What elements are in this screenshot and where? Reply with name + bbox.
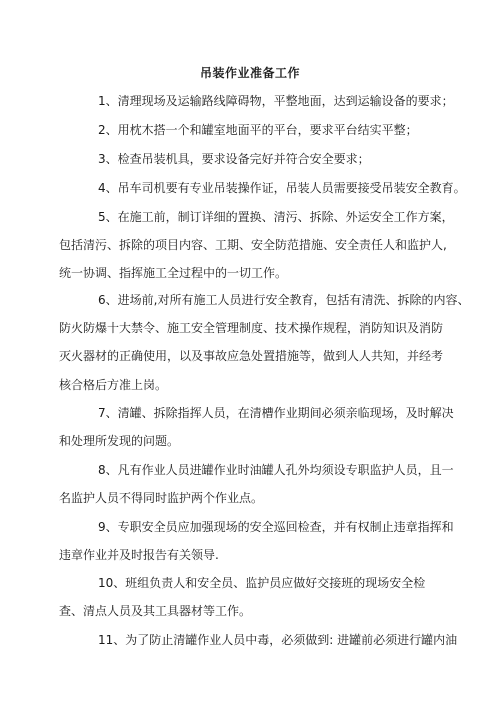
paragraph-line: 7、清罐、拆除指挥人员，在清槽作业期间必须亲临现场，及时解决 [98,406,454,420]
paragraph-line: 和处理所发现的问题。 [59,434,180,448]
paragraph-line: 5、在施工前，制订详细的置换、清污、拆除、外运安全工作方案， [98,210,454,224]
paragraph-line: 10、班组负责人和安全员、监护员应做好交接班的现场安全检 [98,576,426,590]
paragraph-line: 3、检查吊装机具，要求设备完好并符合安全要求； [98,152,370,166]
paragraph-line: 包括清污、拆除的项目内容、工期、安全防范措施、安全责任人和监护人, [59,238,447,252]
paragraph-line: 防火防爆十大禁令、施工安全管理制度、技术操作规程，消防知识及消防 [59,321,444,335]
paragraph-line: 6、进场前,对所有施工人员进行安全教育，包括有清洗、拆除的内容、 [98,293,470,307]
paragraph-line: 违章作业并及时报告有关领导. [59,548,219,562]
paragraph-line: 灭火器材的正确使用，以及事故应急处置措施等，做到人人共知，并经考 [59,349,444,363]
paragraph-line: 查、清点人员及其工具器材等工作。 [59,604,252,618]
paragraph-line: 统一协调、指挥施工全过程中的一切工作。 [59,266,288,280]
document-title: 吊装作业准备工作 [199,66,300,80]
paragraph-line: 8、凡有作业人员进罐作业时油罐人孔外均须设专职监护人员，且一 [98,463,454,477]
paragraph-line: 9、专职安全员应加强现场的安全巡回检查，并有权制止违章指挥和 [98,520,454,534]
paragraph-line: 核合格后方准上岗。 [59,378,168,392]
paragraph-line: 名监护人员不得同时监护两个作业点。 [59,491,264,505]
paragraph-line: 4、吊车司机要有专业吊装操作证，吊装人员需要接受吊装安全教育。 [98,181,466,195]
paragraph-line: 1、清理现场及运输路线障碍物，平整地面，达到运输设备的要求； [98,94,454,108]
paragraph-line: 11、为了防止清罐作业人员中毒，必须做到: 进罐前必须进行罐内油 [98,633,458,647]
paragraph-line: 2、用枕木搭一个和罐室地面平的平台，要求平台结实平整； [98,123,418,137]
